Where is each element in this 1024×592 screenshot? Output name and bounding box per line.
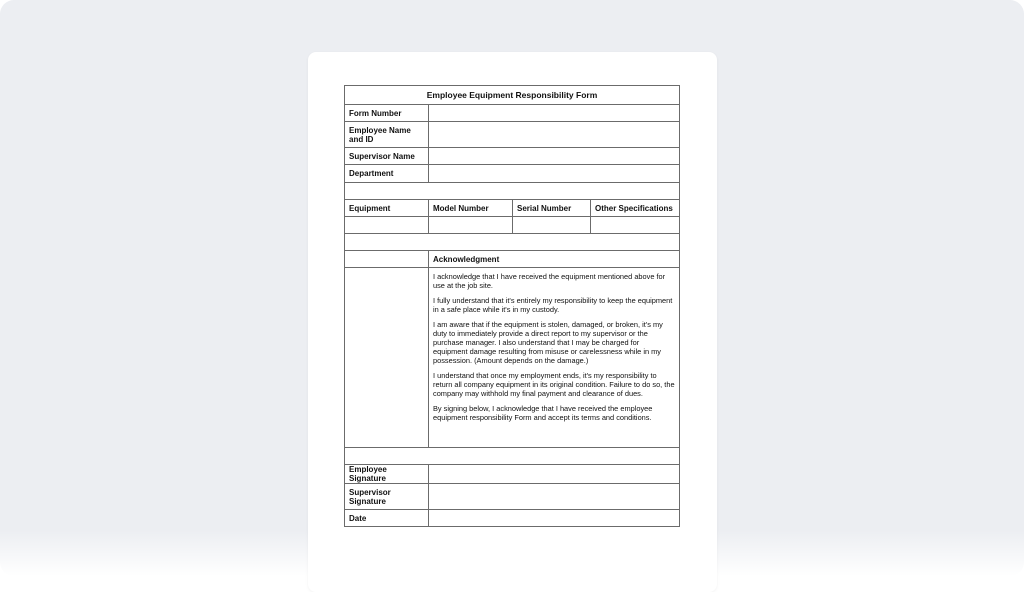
supervisor-signature-label: Supervisor Signature — [345, 484, 429, 510]
spacer-row — [345, 448, 680, 465]
equipment-responsibility-form — [344, 85, 680, 527]
acknowledgment-paragraph: By signing below, I acknowledge that I have received the employee equipment responsibility Form and accept its terms and conditions. — [433, 404, 653, 422]
equipment-entry-row — [345, 217, 680, 234]
equipment-cell[interactable] — [345, 217, 429, 234]
equipment-header-row — [345, 200, 680, 217]
acknowledgment-paragraph: I understand that once my employment ends, it's my responsibility to return all company equipment in its original condition. Failure to do so, the company may withhold my final payment and clearance of dues. — [433, 371, 675, 398]
other-specifications-cell[interactable] — [591, 217, 680, 234]
form-number-field[interactable] — [429, 105, 680, 122]
acknowledgment-text — [429, 268, 680, 448]
form-number-label: Form Number — [345, 105, 429, 122]
department-field[interactable] — [429, 165, 680, 183]
supervisor-name-field[interactable] — [429, 148, 680, 165]
date-label: Date — [345, 510, 429, 527]
acknowledgment-paragraph: I fully understand that it's entirely my responsibility to keep the equipment in a safe place while it's in my custody. — [433, 296, 673, 314]
date-field[interactable] — [429, 510, 680, 527]
supervisor-name-label: Supervisor Name — [345, 148, 429, 165]
serial-number-cell[interactable] — [513, 217, 591, 234]
serial-number-header: Serial Number — [513, 200, 591, 217]
other-specifications-header: Other Specifications — [591, 200, 680, 217]
acknowledgment-heading: Acknowledgment — [429, 251, 680, 268]
acknowledgment-paragraph: I acknowledge that I have received the equipment mentioned above for use at the job site. — [433, 272, 666, 290]
model-number-cell[interactable] — [429, 217, 513, 234]
department-label: Department — [345, 165, 429, 183]
equipment-header: Equipment — [345, 200, 429, 217]
employee-name-id-label: Employee Name and ID — [345, 122, 429, 148]
model-number-header: Model Number — [429, 200, 513, 217]
spacer-row — [345, 234, 680, 251]
blank-cell — [345, 268, 429, 448]
form-title: Employee Equipment Responsibility Form — [345, 86, 680, 105]
employee-name-id-field[interactable] — [429, 122, 680, 148]
spacer-row — [345, 183, 680, 200]
employee-signature-label: Employee Signature — [345, 465, 429, 484]
supervisor-signature-field[interactable] — [429, 484, 680, 510]
employee-signature-field[interactable] — [429, 465, 680, 484]
acknowledgment-paragraph: I am aware that if the equipment is stolen, damaged, or broken, it's my duty to immediately provide a direct report to my supervisor or the purchase manager. I also understand that I may be charged for equipment damage resulting from misuse or carelessness while in my possession. (Amount depends on the damage.) — [433, 320, 663, 365]
blank-cell — [345, 251, 429, 268]
